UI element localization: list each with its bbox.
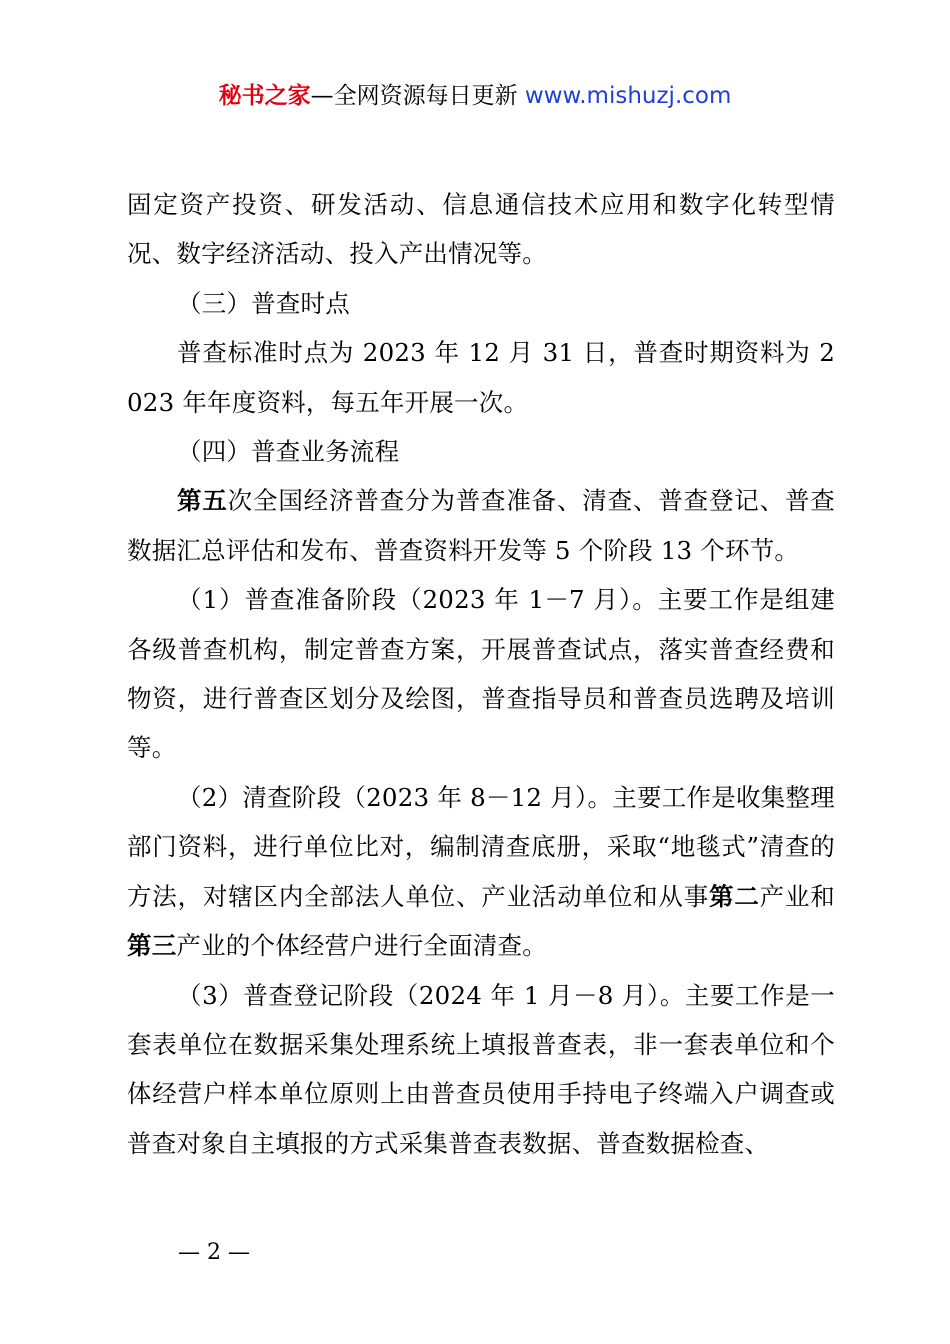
section-heading-census-time: （三）普查时点	[177, 288, 350, 318]
paragraph-census-time: 普查标准时点为 2023 年 12 月 31 日，普查时期资料为 2023 年年度资料，每五年开展一次。	[127, 338, 835, 417]
paragraph-text: 产业的个体经营户进行全面清查。	[176, 931, 547, 961]
paragraph-continuation: 固定资产投资、研发活动、信息通信技术应用和数字化转型情况、数字经济活动、投入产出情况等。	[127, 190, 835, 269]
site-url-link[interactable]: www.mishuzj.com	[524, 83, 732, 109]
bold-text: 第二	[709, 881, 760, 911]
page-header	[0, 80, 950, 112]
paragraph-census-overview	[127, 476, 835, 575]
header-slogan: —全网资源每日更新	[310, 83, 518, 109]
paragraph-text: （2）清查阶段（2023 年 8－12 月）。主要工作是收集整理部门资料，进行单位比对，编制清查底册，采取“地毯式”清查的方法，对辖区内全部法人单位、产业活动单位和从事	[127, 782, 835, 911]
bold-text: 第三	[127, 931, 177, 961]
paragraph-text: 次全国经济普查分为普查准备、清查、普查登记、普查数据汇总评估和发布、普查资料开发等 5 个阶段 13 个环节。	[127, 486, 835, 565]
document-body	[127, 180, 835, 1168]
paragraph-stage-inventory	[127, 773, 835, 971]
brand-name: 秘书之家	[218, 83, 311, 109]
paragraph-stage-preparation: （1）普查准备阶段（2023 年 1－7 月）。主要工作是组建各级普查机构，制定普查方案，开展普查试点，落实普查经费和物资，进行普查区划分及绘图，普查指导员和普查员选聘及培训等。	[127, 585, 835, 763]
paragraph-text: 产业和	[759, 881, 835, 911]
page-number: — 2 —	[178, 1240, 250, 1265]
paragraph-stage-registration: （3）普查登记阶段（2024 年 1 月－8 月）。主要工作是一套表单位在数据采集处理系统上填报普查表，非一套表单位和个体经营户样本单位原则上由普查员使用手持电子终端入户调查或普查对象自主填报的方式采集普查表数据、普查数据检查、	[127, 980, 835, 1158]
section-heading-census-process: （四）普查业务流程	[177, 437, 400, 467]
bold-text: 第五	[177, 486, 228, 516]
